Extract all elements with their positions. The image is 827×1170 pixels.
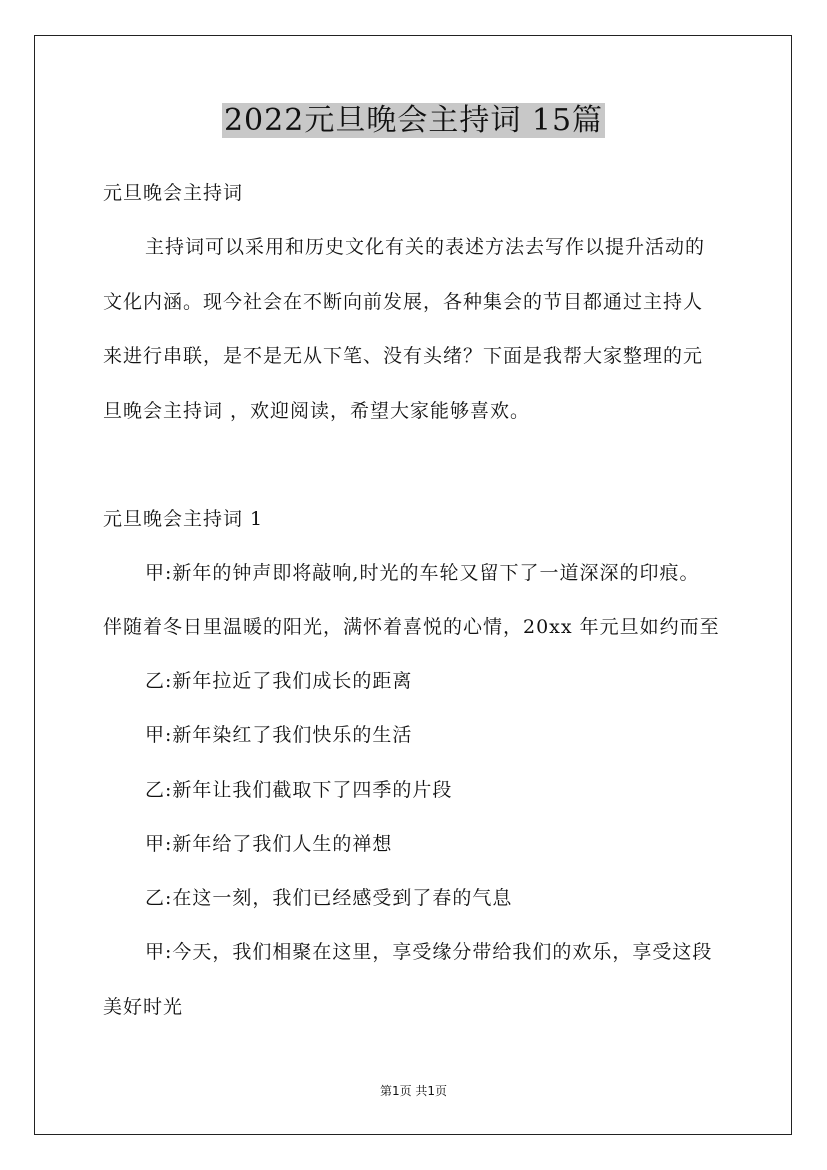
dialogue-line: 甲:今天，我们相聚在这里，享受缘分带给我们的欢乐，享受这段 <box>145 941 713 963</box>
document-title <box>0 100 827 142</box>
dialogue-line: 伴随着冬日里温暖的阳光，满怀着喜悦的心情，20xx 年元旦如约而至 <box>103 616 720 638</box>
dialogue-line: 乙:新年让我们截取下了四季的片段 <box>145 779 453 801</box>
dialogue-line: 甲:新年给了我们人生的禅想 <box>145 833 393 855</box>
section-heading: 元旦晚会主持词 <box>103 182 244 204</box>
intro-line: 来进行串联，是不是无从下笔、没有头绪？下面是我帮大家整理的元 <box>103 345 704 367</box>
part-heading: 元旦晚会主持词 1 <box>103 508 264 530</box>
page-footer: 第1页 共1页 <box>379 1084 448 1098</box>
document-title-text: 2022元旦晚会主持词 15篇 <box>223 103 604 138</box>
dialogue-line: 甲:新年染红了我们快乐的生活 <box>145 724 413 746</box>
dialogue-line: 乙:在这一刻，我们已经感受到了春的气息 <box>145 887 513 909</box>
intro-line: 文化内涵。现今社会在不断向前发展，各种集会的节目都通过主持人 <box>103 291 704 313</box>
dialogue-line: 甲:新年的钟声即将敲响,时光的车轮又留下了一道深深的印痕。 <box>145 562 700 584</box>
dialogue-line: 乙:新年拉近了我们成长的距离 <box>145 670 413 692</box>
intro-line: 旦晚会主持词 ，欢迎阅读，希望大家能够喜欢。 <box>103 400 531 422</box>
dialogue-line: 美好时光 <box>103 996 184 1018</box>
intro-line: 主持词可以采用和历史文化有关的表述方法去写作以提升活动的 <box>145 236 706 258</box>
